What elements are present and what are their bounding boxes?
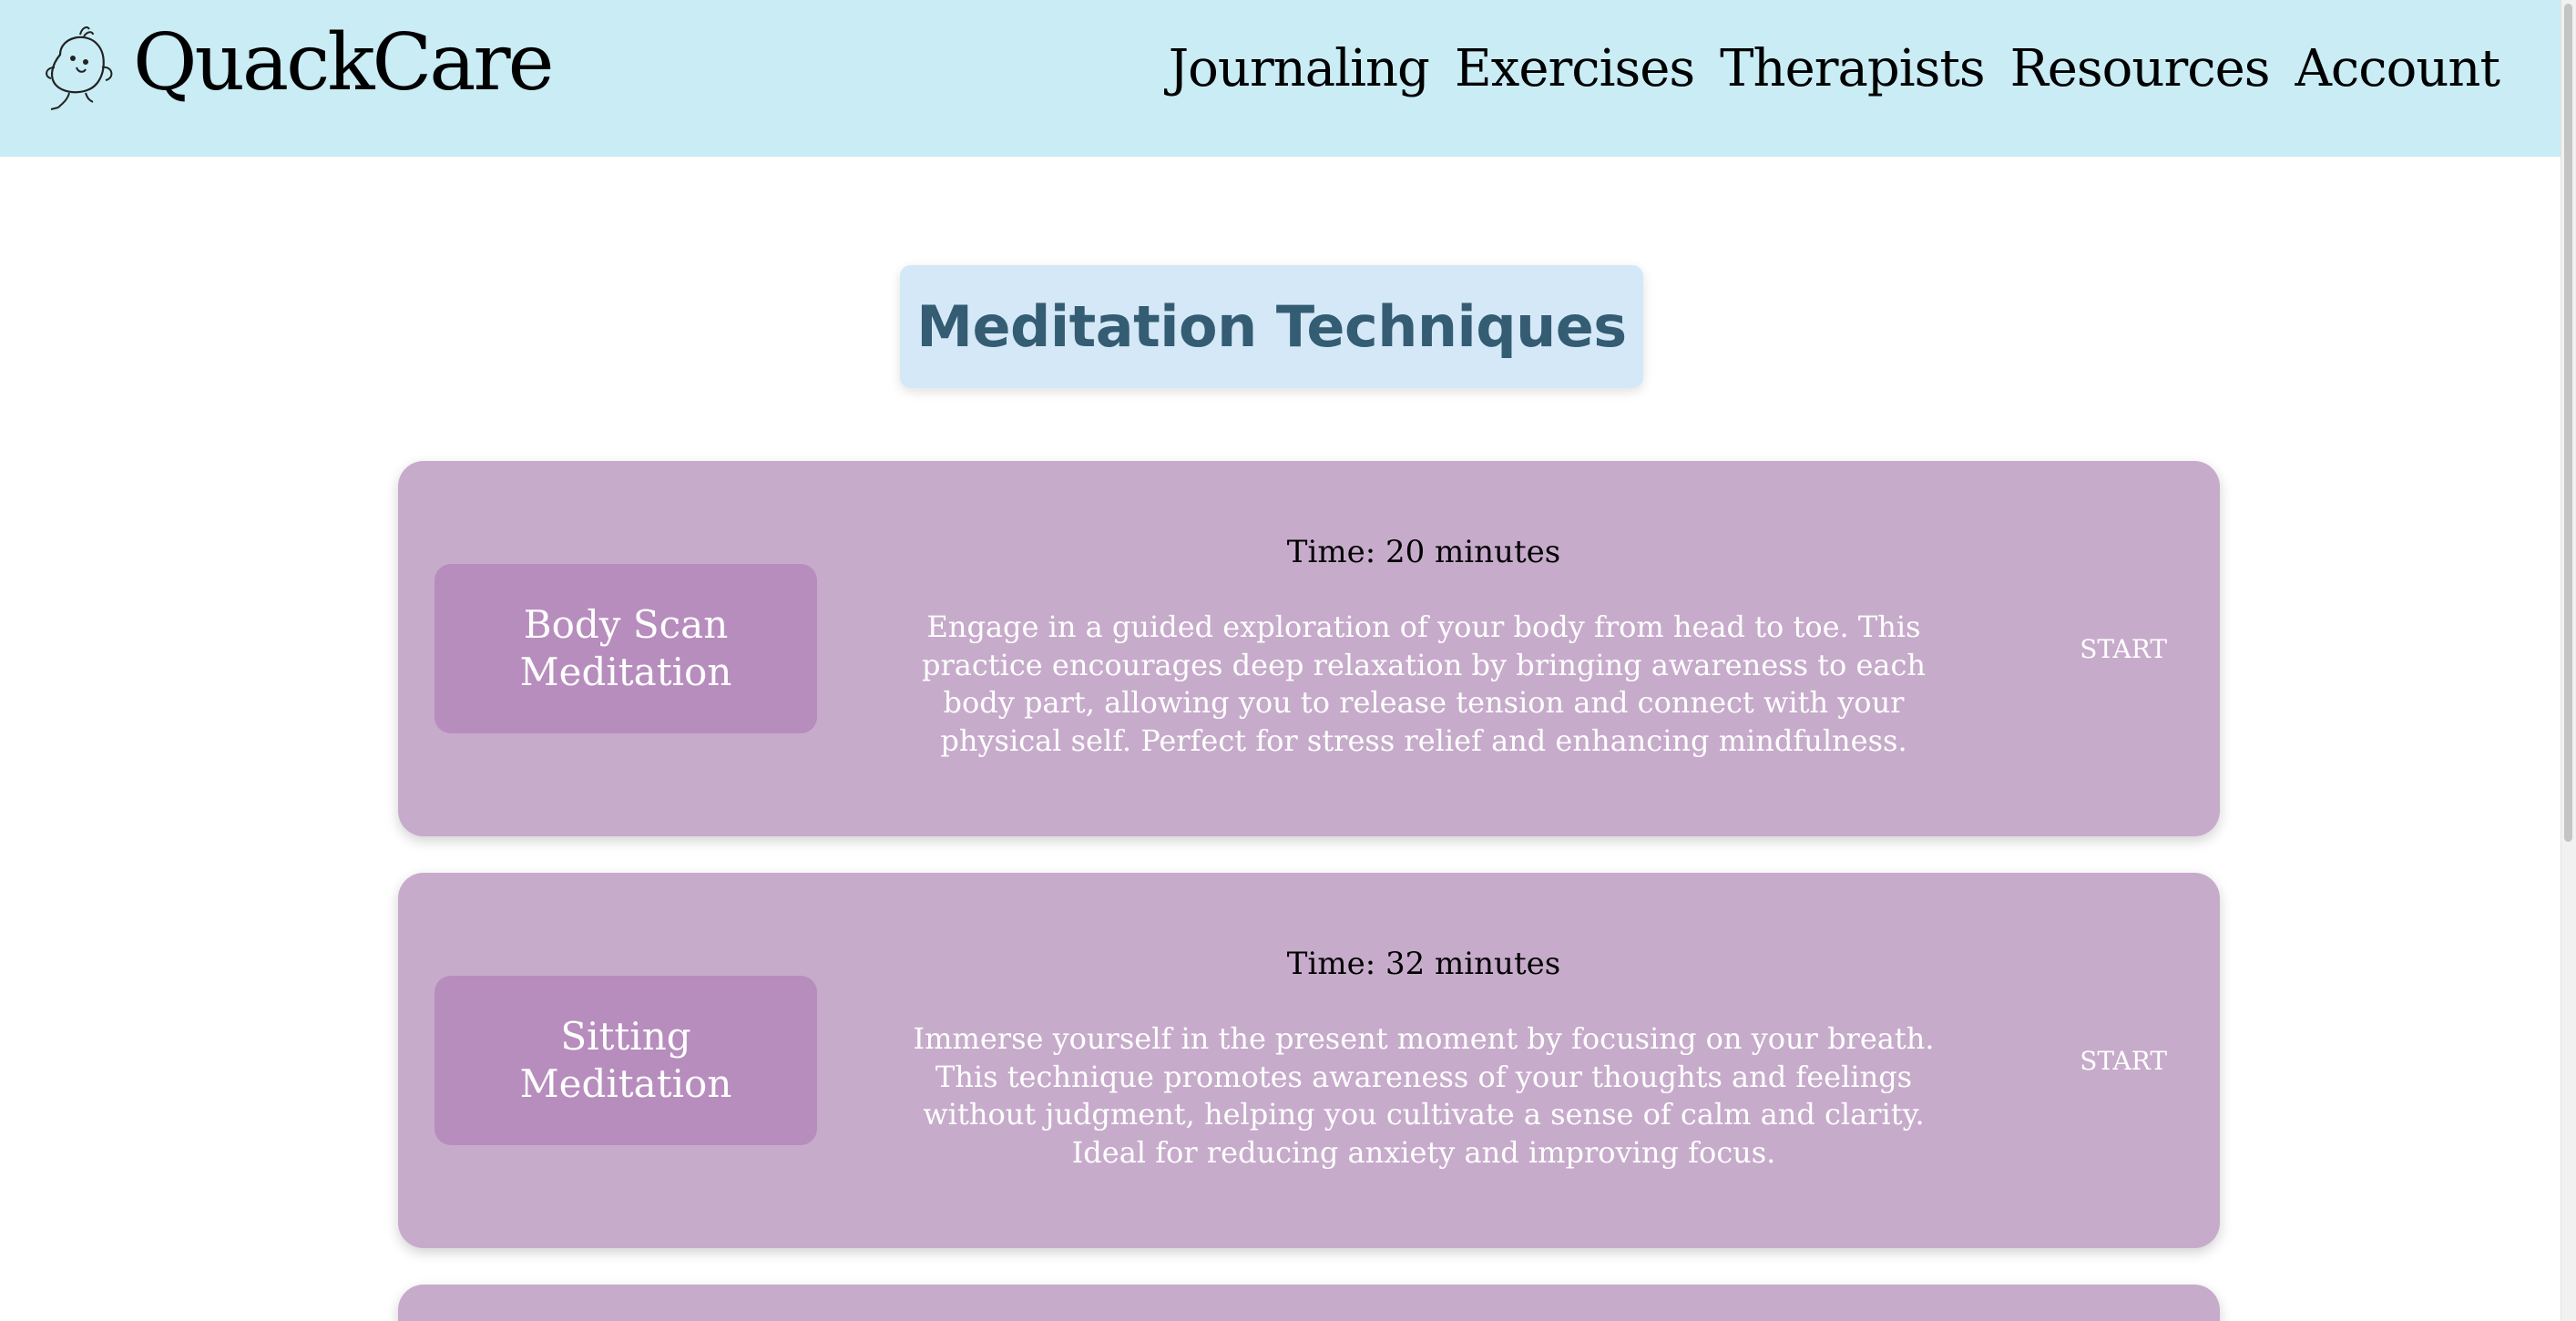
nav-journaling[interactable]: Journaling [1168, 39, 1429, 98]
site-header [0, 0, 2561, 157]
start-button[interactable]: START [2080, 634, 2167, 664]
nav-resources[interactable]: Resources [2009, 39, 2270, 98]
technique-card [398, 1285, 2220, 1321]
technique-name: Body Scan Meditation [434, 564, 817, 733]
technique-description: Engage in a guided exploration of your body from head to toe. This practice encourages deep relaxation by bringing awareness to each body part, allowing you to release tension and connect with your physical self. Perfect for stress relief and enhancing mindfulness. [922, 609, 1926, 758]
page-title-box [900, 265, 1643, 388]
technique-name: Sitting Meditation [434, 976, 817, 1145]
nav-therapists[interactable]: Therapists [1720, 39, 1985, 98]
brand-logo-link[interactable] [33, 18, 552, 117]
scrollbar-thumb[interactable] [2564, 4, 2572, 842]
nav-exercises[interactable]: Exercises [1454, 39, 1695, 98]
technique-card [398, 461, 2220, 836]
technique-card [398, 873, 2220, 1248]
technique-time: Time: 20 minutes [1286, 534, 1561, 570]
nav-account[interactable]: Account [2295, 39, 2499, 98]
page-title: Meditation Techniques [916, 293, 1627, 360]
duck-icon [33, 18, 131, 117]
technique-time: Time: 32 minutes [1286, 946, 1561, 982]
technique-description: Immerse yourself in the present moment by focusing on your breath. This technique promotes awareness of your thoughts and feelings without judgment, helping you cultivate a sense of calm and clarity. Ideal for reducing anxiety and improving focus. [913, 1021, 1935, 1170]
start-button[interactable]: START [2080, 1046, 2167, 1076]
brand-name: QuackCare [133, 17, 552, 108]
main-nav [1169, 36, 2499, 103]
page-scrollbar[interactable] [2561, 0, 2576, 1321]
